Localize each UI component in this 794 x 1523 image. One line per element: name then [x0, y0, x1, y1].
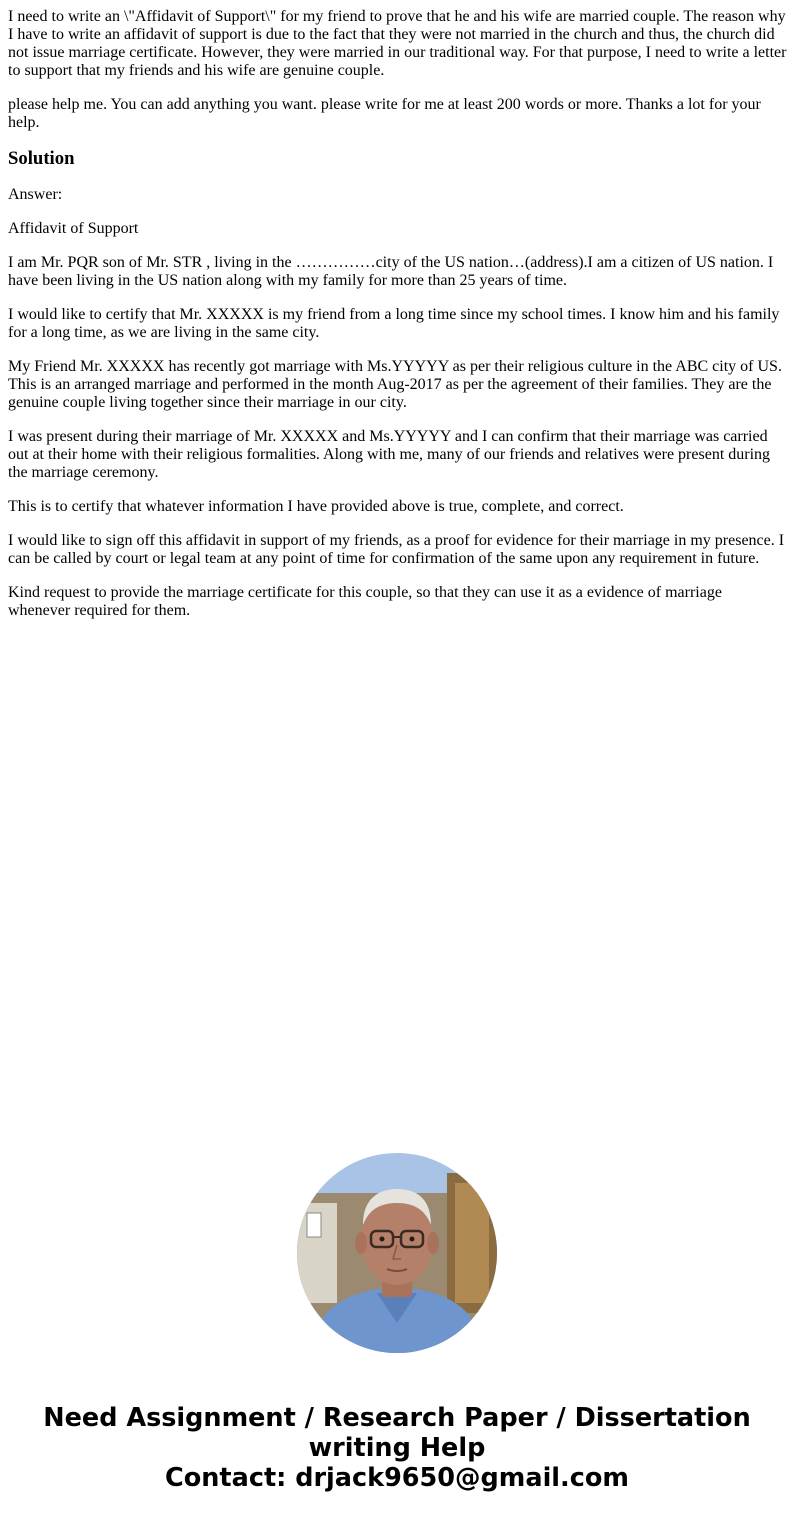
solution-paragraph: Kind request to provide the marriage certificate for this couple, so that they can use it as a evidence of marriage whenever required for them.: [8, 584, 722, 619]
promo-banner: [0, 1403, 794, 1493]
solution-paragraph: I was present during their marriage of Mr. XXXXX and Ms.YYYYY and I can confirm that their marriage was carried out at their home with their religious formalities. Along with me, many of our friends and relatives were present during the marriage ceremony.: [8, 428, 771, 481]
solution-paragraph: I would like to certify that Mr. XXXXX is my friend from a long time since my school times. I know him and his family for a long time, as we are living in the same city.: [8, 306, 780, 341]
solution-paragraph: I would like to sign off this affidavit in support of my friends, as a proof for evidence for their marriage in my presence. I can be called by court or legal team at any point of time for confirmation of the same upon any requirement in future.: [8, 532, 785, 567]
question-paragraph: please help me. You can add anything you want. please write for me at least 200 words or more. Thanks a lot for your help.: [8, 96, 761, 131]
solution-paragraph: This is to certify that whatever information I have provided above is true, complete, and correct.: [8, 498, 624, 515]
question-paragraph: I need to write an \"Affidavit of Support\" for my friend to prove that he and his wife are married couple. The reason why I have to write an affidavit of support is due to the fact that they were not married in the church and thus, the church did not issue marriage certificate. However, they were married in our traditional way. For that purpose, I need to write a letter to support that my friends and his wife are genuine couple.: [8, 8, 787, 79]
document-content: [8, 0, 788, 636]
promo-line: Need Assignment / Research Paper / Dissertation: [43, 1403, 751, 1433]
promo-contact: Contact: drjack9650@gmail.com: [165, 1463, 629, 1493]
solution-heading: Solution: [8, 148, 75, 169]
solution-paragraph: I am Mr. PQR son of Mr. STR , living in the ……………city of the US nation…(address).I am a citizen of US nation. I have been living in the US nation along with my family for more than 25 years of time.: [8, 254, 774, 289]
affidavit-title: Affidavit of Support: [8, 220, 139, 237]
solution-paragraph: My Friend Mr. XXXXX has recently got marriage with Ms.YYYYY as per their religious culture in the ABC city of US. This is an arranged marriage and performed in the month Aug-2017 as per the agreement of their families. They are the genuine couple living together since their marriage in our city.: [8, 358, 782, 411]
avatar-portrait-image: [297, 1153, 497, 1353]
promo-line: writing Help: [308, 1433, 486, 1463]
author-avatar: [297, 1153, 497, 1353]
answer-label: Answer:: [8, 186, 63, 203]
